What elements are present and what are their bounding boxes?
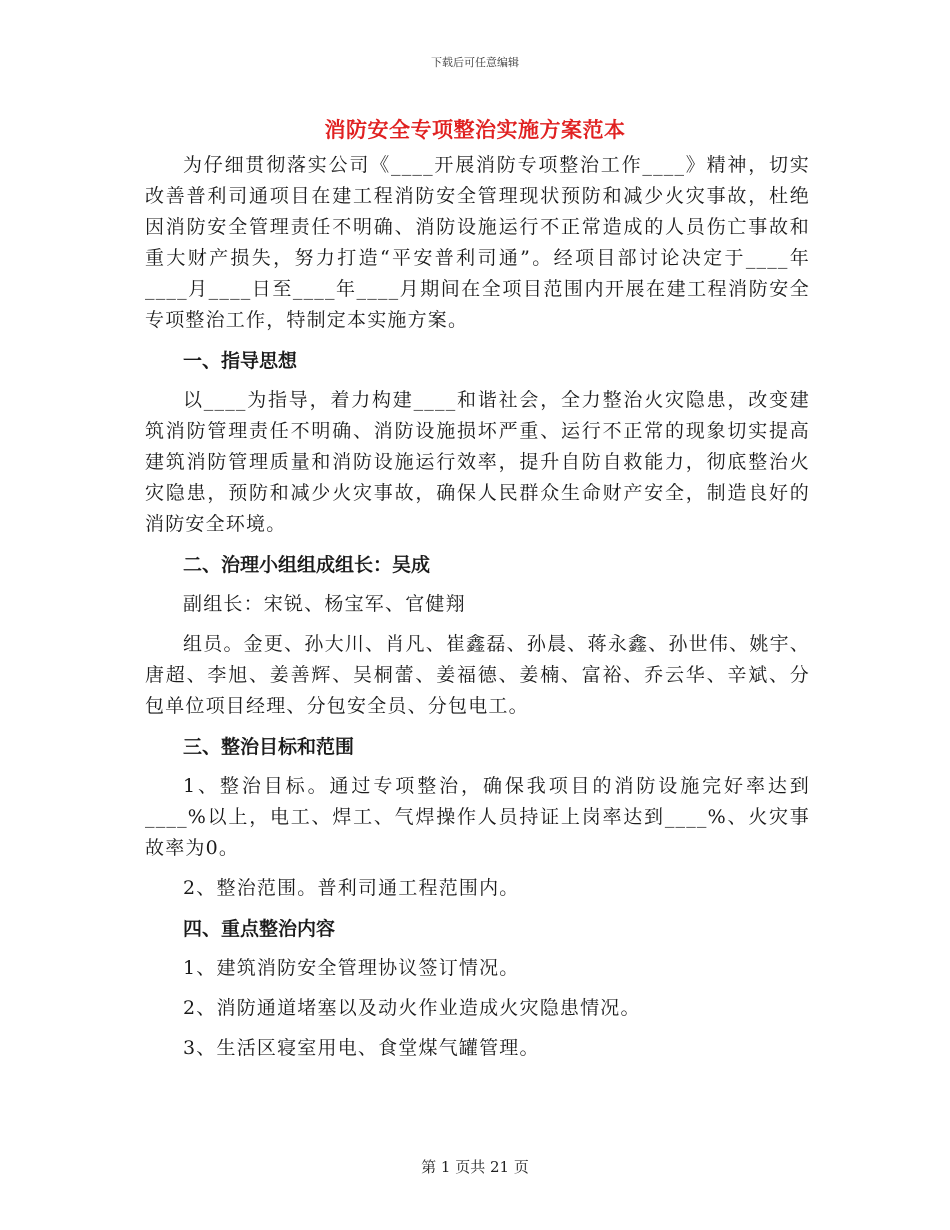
section-3-item-2: 2、整治范围。普利司通工程范围内。 xyxy=(183,877,520,899)
document-body xyxy=(145,150,810,1064)
document-title: 消防安全专项整治实施方案范本 xyxy=(324,117,626,142)
section-2-heading: 二、治理小组组成组长：吴成 xyxy=(183,554,431,576)
intro-paragraph: 为仔细贯彻落实公司《____开展消防专项整治工作____》精神，切实改善普利司通项目在建工程消防安全管理现状预防和减少火灾事故，杜绝因消防安全管理责任不明确、消防设施运行不正常造成的人员伤亡事故和重大财产损失，努力打造“平安普利司通”。经项目部讨论决定于____年____月____日至____年____月期间在全项目范围内开展在建工程消防安全专项整治工作，特制定本实施方案。 xyxy=(145,154,810,331)
section-3-item-1: 1、整治目标。通过专项整治，确保我项目的消防设施完好率达到____%以上，电工、焊工、气焊操作人员持证上岗率达到____%、火灾事故率为0。 xyxy=(145,775,810,859)
section-4-heading: 四、重点整治内容 xyxy=(183,918,336,940)
section-1-body: 以____为指导，着力构建____和谐社会，全力整治火灾隐患，改变建筑消防管理责任不明确、消防设施损坏严重、运行不正常的现象切实提高建筑消防管理质量和消防设施运行效率，提升自防自救能力，彻底整治火灾隐患，预防和减少火灾事故，确保人民群众生命财产安全，制造良好的消防安全环境。 xyxy=(145,389,810,535)
section-4-item-2: 2、消防通道堵塞以及动火作业造成火灾隐患情况。 xyxy=(183,997,641,1019)
section-1-heading: 一、指导思想 xyxy=(183,350,298,372)
header-note: 下载后可任意编辑 xyxy=(431,56,519,69)
section-2-members: 组员。金更、孙大川、肖凡、崔鑫磊、孙晨、蒋永鑫、孙世伟、姚宇、唐超、李旭、姜善辉、吴桐蕾、姜福德、姜楠、富裕、乔云华、辛斌、分包单位项目经理、分包安全员、分包电工。 xyxy=(145,633,810,717)
section-4-item-3: 3、生活区寝室用电、食堂煤气罐管理。 xyxy=(183,1037,540,1059)
section-3-heading: 三、整治目标和范围 xyxy=(183,736,355,758)
section-4-item-1: 1、建筑消防安全管理协议签订情况。 xyxy=(183,957,520,979)
page-number: 第 1 页共 21 页 xyxy=(421,1158,529,1176)
section-2-deputy: 副组长：宋锐、杨宝军、官健翔 xyxy=(183,593,466,615)
